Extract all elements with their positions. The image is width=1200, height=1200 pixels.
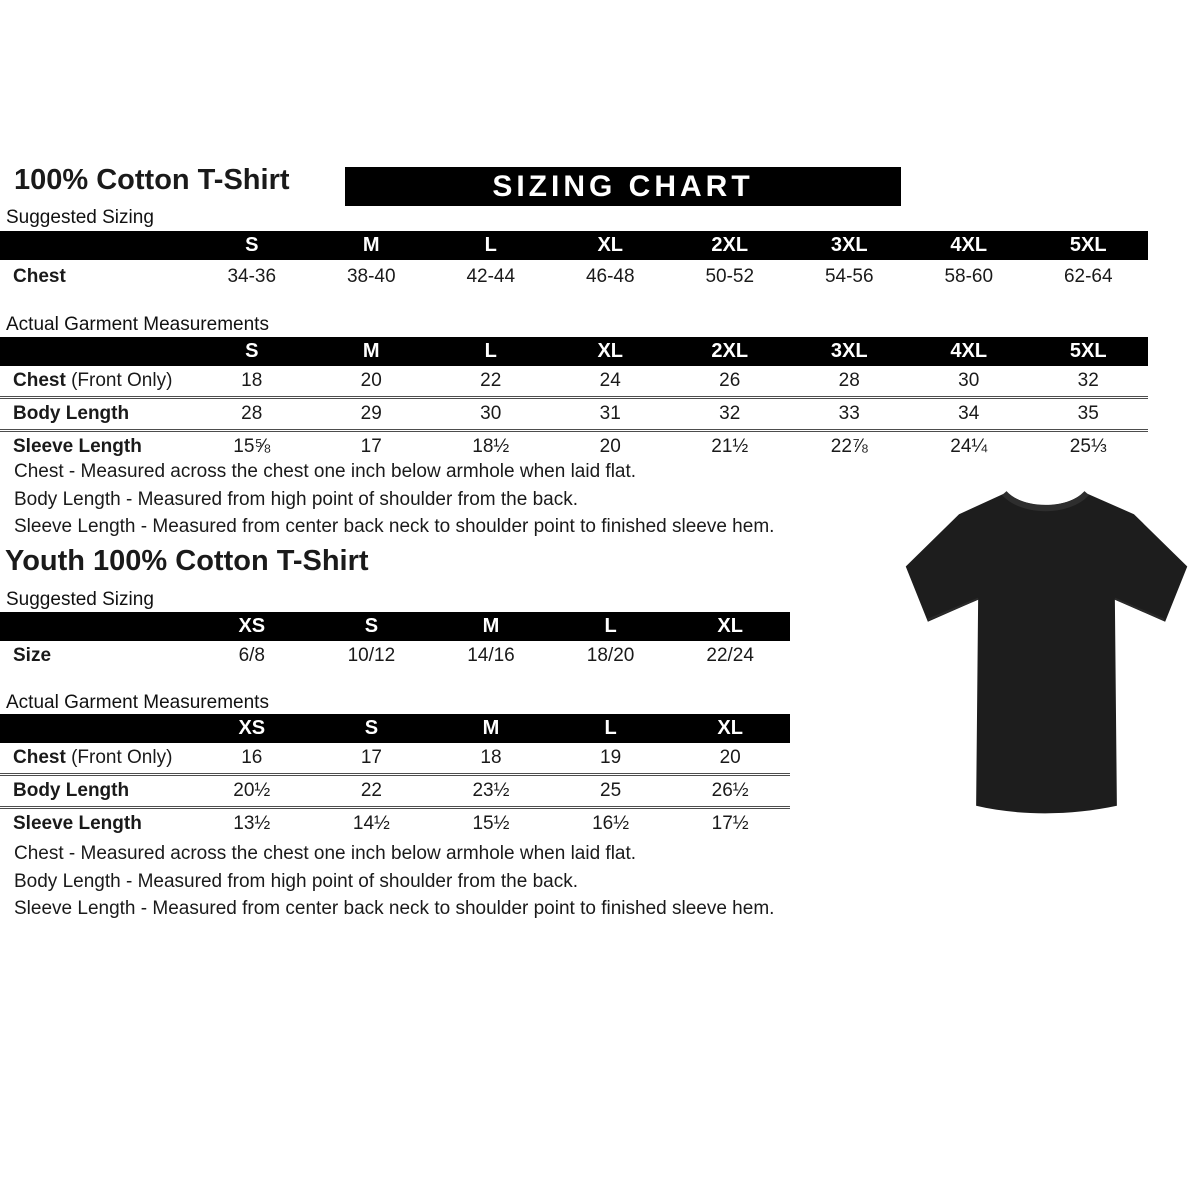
note-body-length: Body Length - Measured from high point of shoulder from the back. xyxy=(14,870,578,892)
youth-suggested-sizing-label: Suggested Sizing xyxy=(6,589,154,610)
row-label-detail: (Front Only) xyxy=(71,747,173,768)
adult-suggested-sizing-label: Suggested Sizing xyxy=(6,207,154,228)
table-cell: 10/12 xyxy=(347,645,396,666)
table-header-row xyxy=(0,231,1148,260)
column-header: 3XL xyxy=(830,340,868,362)
table-cell: 28 xyxy=(241,403,263,424)
row-label: Sleeve Length xyxy=(13,813,142,834)
table-cell: 23½ xyxy=(472,780,510,801)
row-label xyxy=(0,370,192,392)
table-cell: 16½ xyxy=(592,813,630,834)
table-cell: 25⅓ xyxy=(1069,436,1107,457)
table-cell: 38-40 xyxy=(346,265,396,287)
table-row xyxy=(0,429,1148,462)
table-cell: 22 xyxy=(360,780,382,801)
table-cell: 22/24 xyxy=(706,645,754,666)
column-header: L xyxy=(604,717,617,739)
table-cell: 35 xyxy=(1077,403,1099,424)
table-cell: 42-44 xyxy=(466,265,516,287)
column-header: 4XL xyxy=(950,340,988,362)
table-cell: 20 xyxy=(719,747,741,768)
column-header: 5XL xyxy=(1069,234,1107,256)
table-cell: 20 xyxy=(360,370,382,391)
column-header: S xyxy=(364,615,379,637)
column-header: XL xyxy=(717,615,743,637)
table-cell: 14½ xyxy=(352,813,390,834)
column-header: 2XL xyxy=(711,340,749,362)
column-header: XL xyxy=(597,340,624,362)
table-cell: 6/8 xyxy=(238,645,265,666)
table-cell: 15⅝ xyxy=(233,436,271,457)
column-header: M xyxy=(482,717,500,739)
table-cell: 16 xyxy=(241,747,263,768)
table-cell: 19 xyxy=(600,747,622,768)
table-row xyxy=(0,806,790,839)
table-cell: 54-56 xyxy=(824,265,874,287)
table-cell: 62-64 xyxy=(1063,265,1113,287)
youth-suggested-sizing-table xyxy=(0,612,790,671)
table-cell: 58-60 xyxy=(944,265,994,287)
youth-section-title: Youth 100% Cotton T-Shirt xyxy=(5,545,369,577)
column-header: XS xyxy=(238,717,266,739)
table-cell: 17 xyxy=(360,436,382,457)
table-cell: 34 xyxy=(958,403,980,424)
table-cell: 20½ xyxy=(233,780,271,801)
table-cell: 34-36 xyxy=(227,265,277,287)
table-cell: 15½ xyxy=(472,813,510,834)
row-label: Sleeve Length xyxy=(13,436,142,457)
tshirt-body xyxy=(906,492,1188,813)
column-header: M xyxy=(362,234,380,256)
column-header: L xyxy=(484,234,497,256)
youth-actual-measurements-label: Actual Garment Measurements xyxy=(6,692,269,713)
table-cell: 22 xyxy=(480,370,502,391)
table-cell: 26½ xyxy=(711,780,749,801)
note-body-length: Body Length - Measured from high point of shoulder from the back. xyxy=(14,488,578,510)
row-label: Body Length xyxy=(13,780,130,801)
table-cell: 32 xyxy=(1077,370,1099,391)
table-cell: 17½ xyxy=(711,813,749,834)
table-header-row xyxy=(0,612,790,641)
sizing-chart-banner xyxy=(345,167,901,206)
table-cell: 22⅞ xyxy=(830,436,868,457)
column-header: 3XL xyxy=(830,234,868,256)
table-cell: 30 xyxy=(480,403,502,424)
note-chest: Chest - Measured across the chest one inch below armhole when laid flat. xyxy=(14,461,637,482)
table-cell: 50-52 xyxy=(705,265,755,287)
tshirt-illustration xyxy=(893,472,1198,844)
table-row xyxy=(0,743,790,773)
row-label: Body Length xyxy=(13,403,130,424)
adult-measurement-notes xyxy=(14,461,774,544)
column-header: S xyxy=(364,717,379,739)
adult-actual-measurements-table xyxy=(0,337,1148,462)
row-label xyxy=(0,747,192,769)
note-chest: Chest - Measured across the chest one inch below armhole when laid flat. xyxy=(14,843,637,864)
column-header: S xyxy=(245,340,259,362)
table-cell: 24 xyxy=(599,370,621,391)
column-header: 4XL xyxy=(950,234,988,256)
table-cell: 18½ xyxy=(472,436,510,457)
table-cell: 18 xyxy=(480,747,502,768)
table-row xyxy=(0,260,1148,293)
column-header: XL xyxy=(597,234,624,256)
table-row xyxy=(0,396,1148,429)
youth-actual-measurements-table xyxy=(0,714,790,839)
table-cell: 13½ xyxy=(233,813,271,834)
table-cell: 18 xyxy=(241,370,263,391)
table-cell: 14/16 xyxy=(467,645,515,666)
table-cell: 18/20 xyxy=(586,645,635,666)
table-cell: 33 xyxy=(838,403,860,424)
column-header: L xyxy=(484,340,497,362)
table-cell: 30 xyxy=(958,370,980,391)
row-label: Size xyxy=(13,645,52,666)
tshirt-photo xyxy=(893,472,1198,844)
table-row xyxy=(0,366,1148,396)
table-header-row xyxy=(0,714,790,743)
column-header: L xyxy=(604,615,617,637)
adult-section-title: 100% Cotton T-Shirt xyxy=(14,164,290,196)
table-cell: 46-48 xyxy=(585,265,635,287)
table-cell: 24¼ xyxy=(950,436,988,457)
table-header-row xyxy=(0,337,1148,366)
youth-measurement-notes xyxy=(14,843,774,926)
row-label-detail: (Front Only) xyxy=(71,370,173,391)
column-header: M xyxy=(362,340,380,362)
table-cell: 31 xyxy=(599,403,621,424)
note-sleeve-length: Sleeve Length - Measured from center back neck to shoulder point to finished sleeve hem. xyxy=(14,516,775,537)
table-cell: 20 xyxy=(599,436,621,457)
table-cell: 25 xyxy=(600,780,622,801)
row-label: Chest xyxy=(13,265,66,287)
column-header: XS xyxy=(238,615,266,637)
table-cell: 26 xyxy=(719,370,741,391)
table-cell: 28 xyxy=(838,370,860,391)
row-label-main: Chest xyxy=(13,747,72,768)
column-header: XL xyxy=(717,717,743,739)
sizing-chart-banner-label: SIZING CHART xyxy=(492,169,754,203)
note-sleeve-length: Sleeve Length - Measured from center back neck to shoulder point to finished sleeve hem. xyxy=(14,898,775,919)
column-header: S xyxy=(245,234,259,256)
table-cell: 17 xyxy=(360,747,382,768)
table-cell: 29 xyxy=(360,403,382,424)
table-cell: 32 xyxy=(719,403,741,424)
table-row xyxy=(0,773,790,806)
table-cell: 21½ xyxy=(711,436,749,457)
adult-actual-measurements-label: Actual Garment Measurements xyxy=(6,314,269,335)
table-row xyxy=(0,641,790,671)
column-header: 2XL xyxy=(711,234,749,256)
column-header: M xyxy=(482,615,500,637)
column-header: 5XL xyxy=(1069,340,1107,362)
row-label-main: Chest xyxy=(13,370,72,391)
adult-suggested-sizing-table xyxy=(0,231,1148,293)
